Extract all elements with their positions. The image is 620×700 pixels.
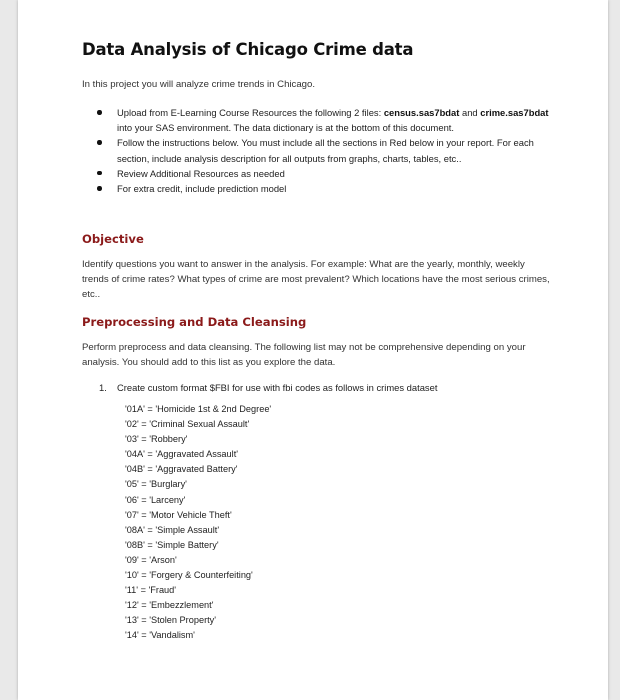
code-line: '02' = 'Criminal Sexual Assault' bbox=[125, 419, 250, 430]
code-line: '04B' = 'Aggravated Battery' bbox=[125, 464, 238, 475]
bullet-text: and bbox=[459, 107, 481, 118]
code-line: '01A' = 'Homicide 1st & 2nd Degree' bbox=[125, 404, 272, 415]
code-line: '12' = 'Embezzlement' bbox=[125, 599, 214, 610]
bullet-icon bbox=[97, 140, 102, 145]
objective-heading: Objective bbox=[82, 232, 144, 247]
bullet-text: For extra credit, include prediction model bbox=[117, 183, 287, 195]
numbered-item bbox=[82, 380, 552, 395]
code-line: '05' = 'Burglary' bbox=[125, 479, 187, 490]
bullet-icon bbox=[97, 186, 102, 191]
document-content bbox=[82, 40, 552, 643]
code-line: '13' = 'Stolen Property' bbox=[125, 614, 217, 625]
code-line: '08A' = 'Simple Assault' bbox=[125, 524, 220, 535]
document-page bbox=[18, 0, 608, 700]
code-line: '10' = 'Forgery & Counterfeiting' bbox=[125, 569, 253, 580]
item-text: Create custom format $FBI for use with fbi codes as follows in crimes dataset bbox=[117, 382, 438, 394]
code-line: '03' = 'Robbery' bbox=[125, 434, 188, 445]
code-line: '11' = 'Fraud' bbox=[125, 584, 177, 595]
code-line: '04A' = 'Aggravated Assault' bbox=[125, 449, 238, 460]
file-name: crime.sas7bdat bbox=[480, 107, 549, 118]
preprocessing-heading: Preprocessing and Data Cleansing bbox=[82, 315, 307, 330]
instructions-list bbox=[82, 105, 552, 196]
list-item bbox=[82, 181, 552, 196]
code-line: '08B' = 'Simple Battery' bbox=[125, 539, 219, 550]
preprocessing-text: Perform preprocess and data cleansing. The following list may not be comprehensive depending on your analysis. You should add to this list as you explore the data. bbox=[82, 342, 526, 369]
code-line: '09' = 'Arson' bbox=[125, 554, 177, 565]
list-item bbox=[82, 135, 552, 165]
bullet-icon bbox=[97, 171, 102, 176]
list-item bbox=[82, 105, 552, 135]
code-line: '06' = 'Larceny' bbox=[125, 494, 186, 505]
bullet-text: Follow the instructions below. You must include all the sections in Red below in your report. For each section, include analysis description for all outputs from graphs, charts, tables, etc.. bbox=[117, 137, 534, 164]
code-line: '07' = 'Motor Vehicle Theft' bbox=[125, 509, 232, 520]
file-name: census.sas7bdat bbox=[383, 107, 460, 118]
fbi-code-list bbox=[125, 402, 552, 643]
code-line: '14' = 'Vandalism' bbox=[125, 629, 195, 640]
bullet-text: Review Additional Resources as needed bbox=[117, 167, 285, 179]
item-number: 1. bbox=[99, 382, 107, 394]
list-item bbox=[82, 166, 552, 181]
objective-text: Identify questions you want to answer in the analysis. For example: What are the yearly, monthly, weekly trends of crime rates? What types of crime are most prevalent? Which locations have the most serious crimes, etc.. bbox=[82, 259, 550, 301]
intro-text: In this project you will analyze crime trends in Chicago. bbox=[82, 79, 316, 90]
bullet-text: into your SAS environment. The data dictionary is at the bottom of this document. bbox=[117, 122, 454, 134]
bullet-text: Upload from E-Learning Course Resources the following 2 files: bbox=[117, 107, 384, 118]
bullet-icon bbox=[97, 110, 102, 115]
document-title: Data Analysis of Chicago Crime data bbox=[82, 40, 414, 59]
